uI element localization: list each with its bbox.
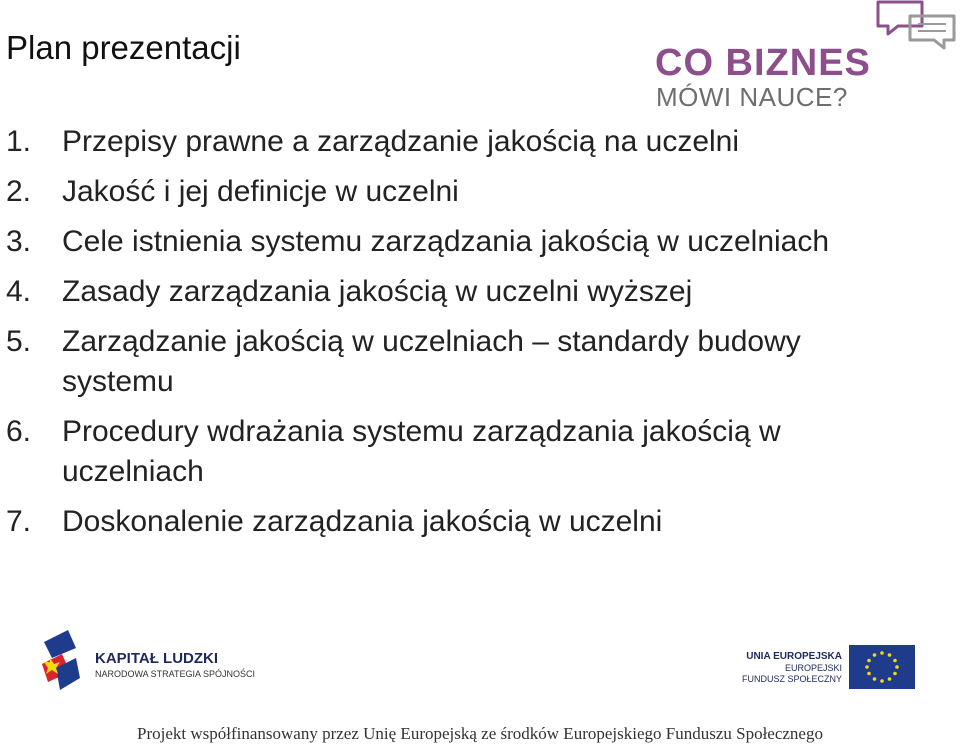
kapital-ludzki-mark-icon bbox=[40, 628, 82, 694]
eu-line-3: FUNDUSZ SPOŁECZNY bbox=[741, 674, 842, 684]
eu-flag-icon bbox=[849, 645, 915, 689]
agenda-number: 7. bbox=[6, 505, 32, 538]
eu-logo bbox=[735, 644, 915, 692]
agenda-item bbox=[6, 172, 906, 212]
agenda-number: 2. bbox=[6, 175, 32, 208]
page-title: Plan prezentacji bbox=[6, 29, 241, 66]
agenda-item bbox=[6, 502, 906, 542]
agenda-text: Przepisy prawne a zarządzanie jakością na uczelni bbox=[62, 125, 740, 158]
logo-line-1: CO BIZNES bbox=[655, 42, 871, 84]
agenda-item bbox=[6, 412, 906, 492]
agenda-number: 3. bbox=[6, 225, 32, 258]
agenda-item bbox=[6, 322, 906, 402]
agenda-text: Jakość i jej definicje w uczelni bbox=[62, 175, 459, 208]
kapital-ludzki-logo bbox=[40, 628, 270, 696]
footer-text: Projekt współfinansowany przez Unię Europejską ze środków Europejskiego Funduszu Społecznego bbox=[137, 724, 823, 743]
agenda-list bbox=[6, 122, 906, 552]
agenda-text: Cele istnienia systemu zarządzania jakością w uczelniach bbox=[62, 225, 830, 258]
kapital-ludzki-name: KAPITAŁ LUDZKI bbox=[95, 650, 219, 667]
agenda-text: Doskonalenie zarządzania jakością w uczelni bbox=[62, 505, 663, 538]
eu-line-2: EUROPEJSKI bbox=[784, 663, 842, 673]
speech-bubbles-icon bbox=[870, 0, 960, 60]
agenda-item bbox=[6, 272, 906, 312]
agenda-item bbox=[6, 122, 906, 162]
agenda-number: 1. bbox=[6, 125, 32, 158]
agenda-item bbox=[6, 222, 906, 262]
co-biznes-logo bbox=[655, 0, 960, 115]
kapital-ludzki-subtitle: NARODOWA STRATEGIA SPÓJNOŚCI bbox=[95, 669, 256, 679]
logo-line-2: MÓWI NAUCE? bbox=[656, 82, 848, 112]
eu-line-1: UNIA EUROPEJSKA bbox=[746, 651, 842, 662]
agenda-number: 4. bbox=[6, 275, 32, 308]
agenda-text: Procedury wdrażania systemu zarządzania jakością w uczelniach bbox=[62, 415, 781, 488]
agenda-number: 5. bbox=[6, 325, 32, 358]
agenda-text: Zasady zarządzania jakością w uczelni wyższej bbox=[62, 275, 693, 308]
agenda-text: Zarządzanie jakością w uczelniach – standardy budowy systemu bbox=[62, 325, 801, 398]
agenda-number: 6. bbox=[6, 415, 32, 448]
